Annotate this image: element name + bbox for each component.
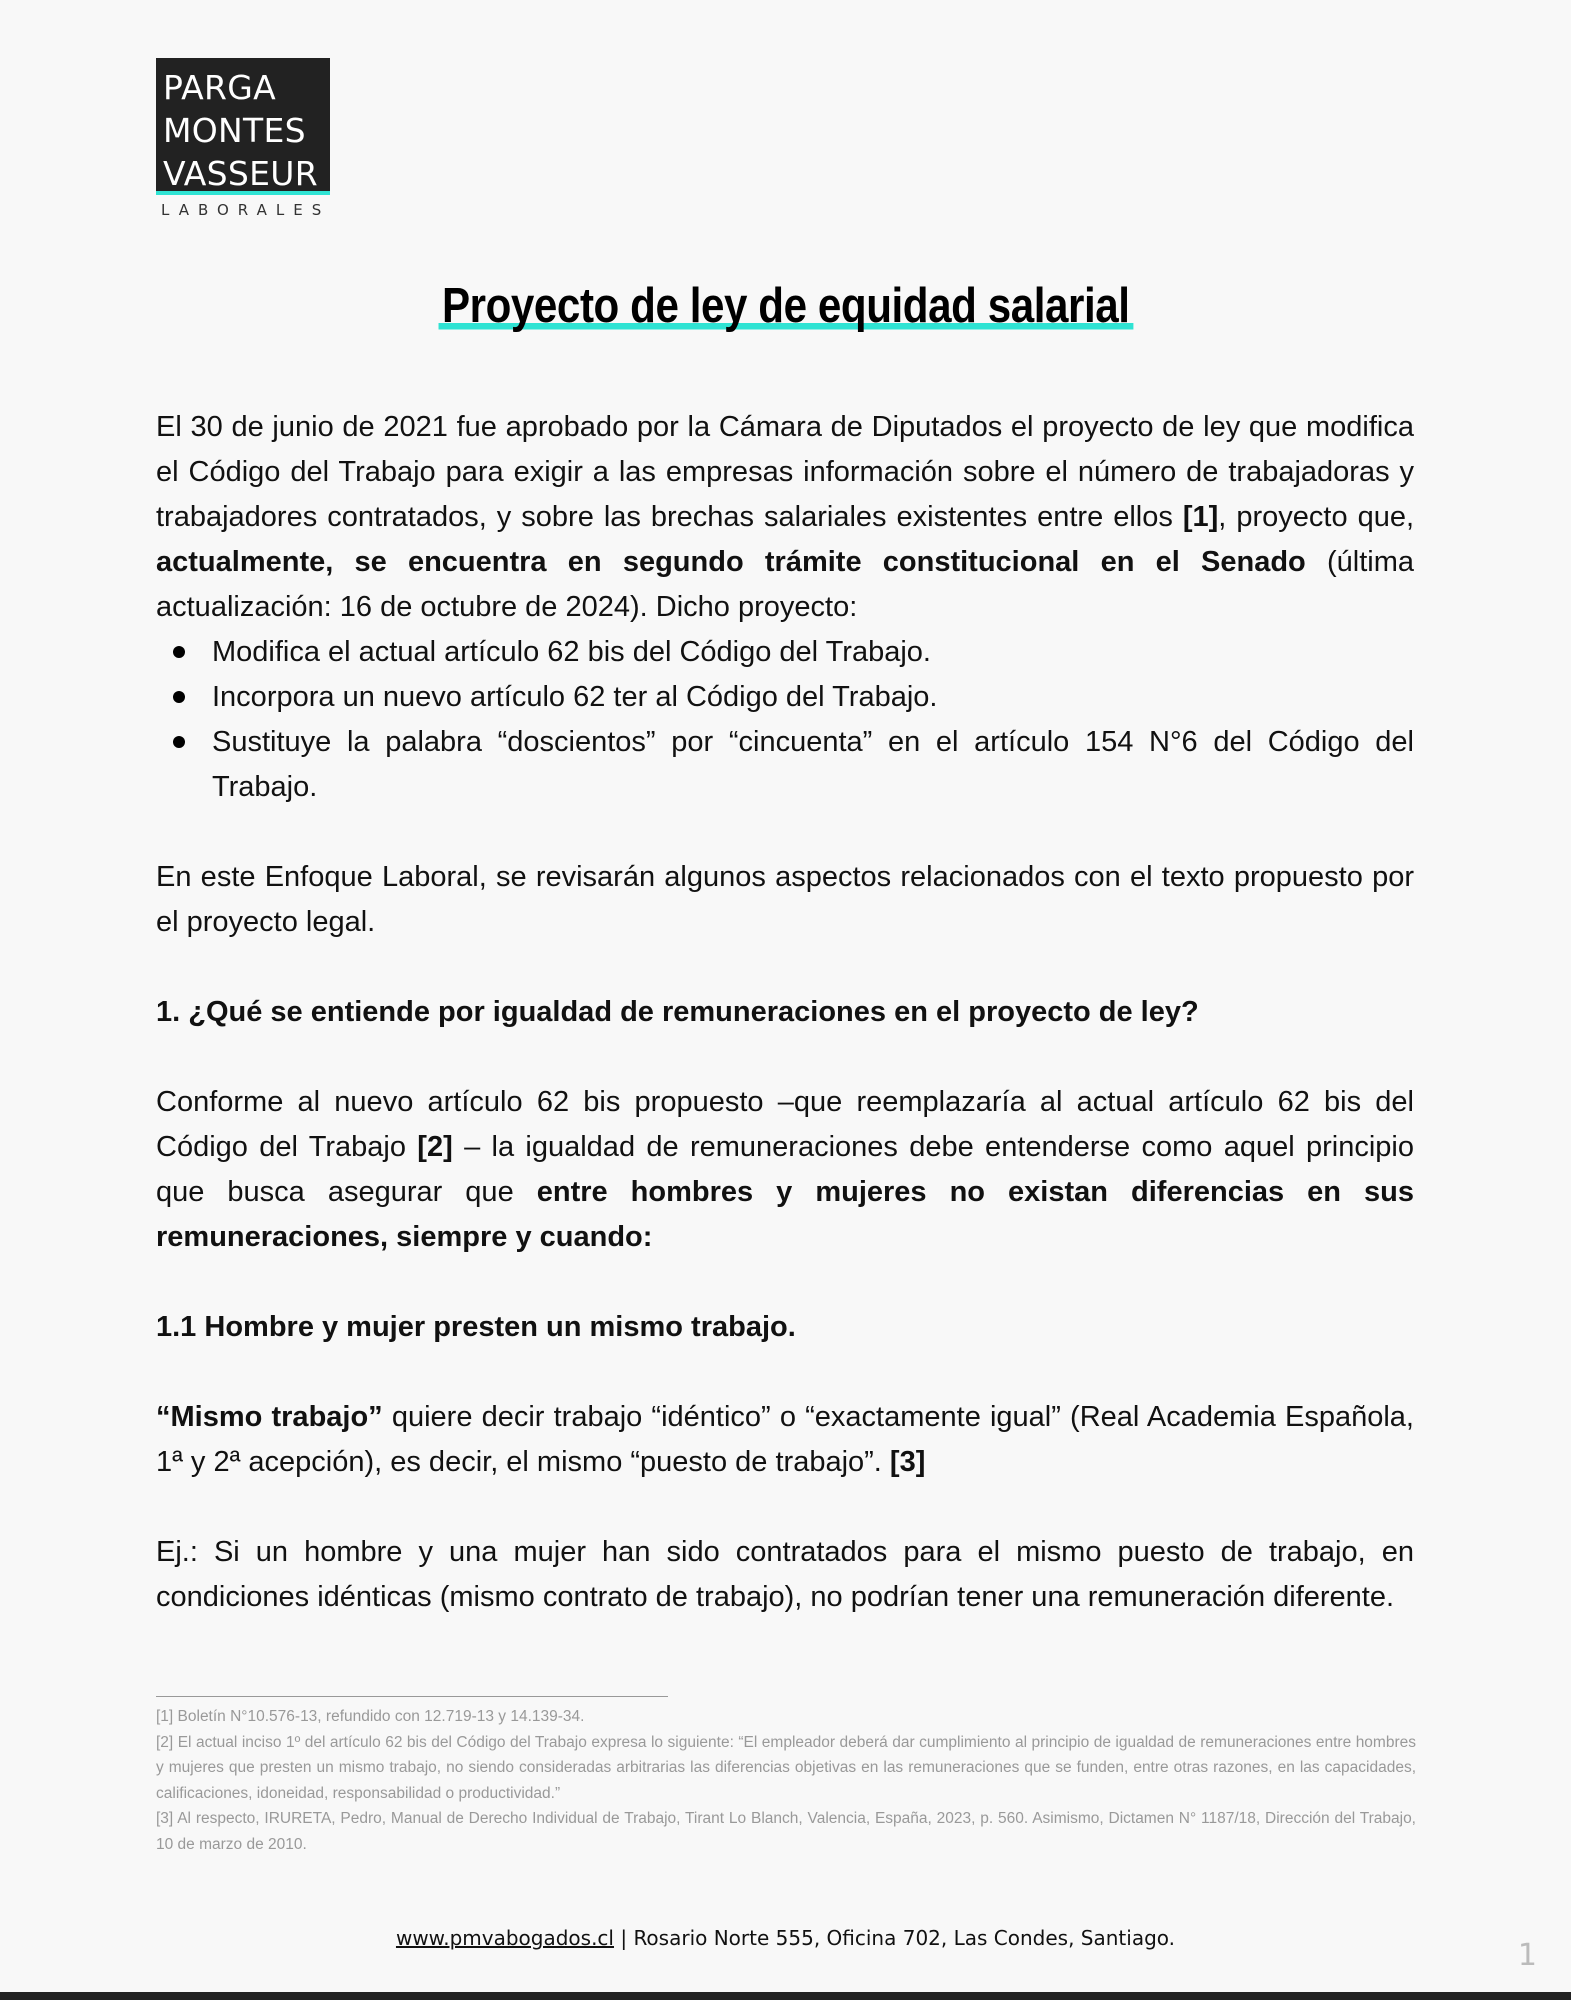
section-1-1-heading: 1.1 Hombre y mujer presten un mismo trabajo. — [156, 1311, 796, 1343]
logo-line-2: MONTES — [163, 111, 306, 150]
section-1-1-bold-lead: “Mismo trabajo” — [156, 1401, 383, 1433]
example-paragraph: Ej.: Si un hombre y una mujer han sido contratados para el mismo puesto de trabajo, en condiciones idénticas (mismo contrato de trabajo), no podrían tener una remuneración diferente. — [156, 1536, 1414, 1613]
intro-text-1: El 30 de junio de 2021 fue aprobado por la Cámara de Diputados el proyecto de ley que modifica el Código del Trabajo para exigir a las empresas información sobre el número de trabajadoras y trabajadores contratados, y sobre las brechas salariales existentes entre ellos — [156, 411, 1414, 533]
intro-bold: actualmente, se encuentra en segundo trámite constitucional en el Senado — [156, 546, 1306, 578]
bottom-bar — [0, 1992, 1571, 2000]
page-title: Proyecto de ley de equidad salarial — [438, 278, 1132, 334]
logo-subtitle: LABORALES — [161, 201, 331, 219]
page-number: 1 — [1517, 1938, 1537, 1973]
section-1-paragraph — [156, 1080, 1414, 1260]
section-1-text-1: Conforme al nuevo artículo 62 bis propuesto –que reemplazaría al actual artículo 62 bis del Código del Trabajo — [156, 1086, 1414, 1163]
document-body — [156, 405, 1414, 1620]
logo-line-1: PARGA — [163, 68, 276, 107]
section-1-heading: 1. ¿Qué se entiende por igualdad de remuneraciones en el proyecto de ley? — [156, 996, 1199, 1028]
page-footer — [0, 1926, 1571, 1950]
footnote-3: [3] Al respecto, IRURETA, Pedro, Manual de Derecho Individual de Trabajo, Tirant Lo Blanch, Valencia, España, 2023, p. 560. Asimismo, Dictamen N° 1187/18, Dirección del Trabajo, 10 de marzo de 2010. — [156, 1810, 1416, 1853]
footnote-2: [2] El actual inciso 1º del artículo 62 bis del Código del Trabajo expresa lo siguiente: “El empleador deberá dar cumplimiento al principio de igualdad de remuneraciones entre hombres y mujeres que presten un mismo trabajo, no siendo consideradas arbitrarias las diferencias objetivas en las remuneraciones que se funden, entre otras razones, en las capacidades, calificaciones, idoneidad, responsabilidad o productividad.” — [156, 1733, 1416, 1802]
intro-text-3: (última actualización: 16 de octubre de 2024). Dicho proyecto: — [156, 546, 1414, 623]
title-wrap — [0, 278, 1571, 334]
section-1-text-2: – la igualdad de remuneraciones debe entenderse como aquel principio que busca asegurar que — [156, 1131, 1415, 1208]
footnote-1: [1] Boletín N°10.576-13, refundido con 12.719-13 y 14.139-34. — [156, 1708, 585, 1725]
footnote-divider — [156, 1696, 668, 1697]
website-link[interactable]: www.pmvabogados.cl — [395, 1926, 614, 1950]
paragraph-2: En este Enfoque Laboral, se revisarán algunos aspectos relacionados con el texto propuesto por el proyecto legal. — [156, 861, 1414, 938]
footnotes — [156, 1704, 1416, 1857]
footnote-ref-1[interactable]: [1] — [1182, 501, 1219, 533]
list-item: Modifica el actual artículo 62 bis del Código del Trabajo. — [156, 630, 1414, 675]
section-1-1-paragraph — [156, 1395, 1414, 1485]
section-1-bold: entre hombres y mujeres no existan diferencias en sus remuneraciones, siempre y cuando: — [156, 1176, 1415, 1253]
list-item: Incorpora un nuevo artículo 62 ter al Código del Trabajo. — [156, 675, 1414, 720]
list-item: Sustituye la palabra “doscientos” por “cincuenta” en el artículo 154 N°6 del Código del Trabajo. — [156, 720, 1414, 810]
firm-logo — [156, 58, 330, 219]
bullet-list — [156, 630, 1414, 810]
footnote-ref-3[interactable]: [3] — [889, 1446, 926, 1478]
logo-box — [156, 58, 330, 195]
intro-paragraph — [156, 405, 1414, 630]
section-1-1-text: quiere decir trabajo “idéntico” o “exactamente igual” (Real Academia Española, 1ª y 2ª acepción), es decir, el mismo “puesto de trabajo”. — [156, 1401, 1414, 1478]
logo-line-3: VASSEUR — [163, 154, 318, 193]
footer-address: | Rosario Norte 555, Oficina 702, Las Condes, Santiago. — [613, 1926, 1176, 1950]
footnote-ref-2[interactable]: [2] — [417, 1131, 453, 1163]
intro-text-2: , proyecto que, — [1218, 501, 1415, 533]
